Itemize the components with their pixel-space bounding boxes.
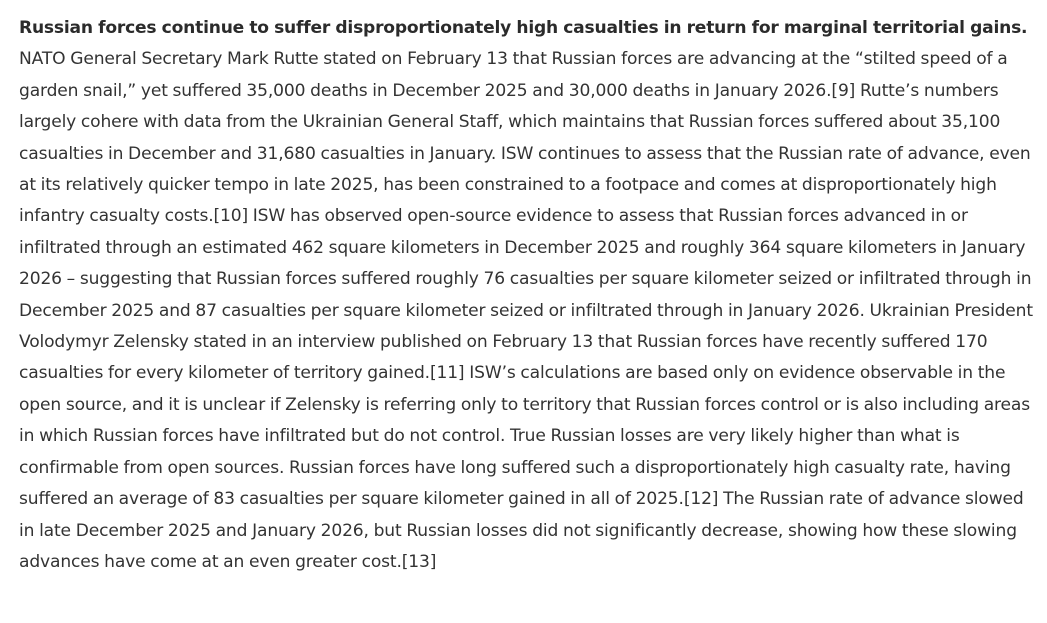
citation-12: [12]	[683, 489, 719, 510]
body-text: NATO General Secretary Mark Rutte stated on February 13 that Russian forces are advancing at the “stilted speed of a garden snail,” yet suffered 35,000 deaths in December 2025 and 30,000 deaths in January 2026.	[19, 49, 1008, 101]
paragraph-headline: Russian forces continue to suffer disproportionately high casualties in return for marginal territorial gains.	[19, 18, 1028, 38]
article-paragraph	[19, 13, 1037, 578]
citation-13: [13]	[401, 551, 437, 572]
citation-9: [9]	[831, 80, 856, 101]
body-text: Rutte’s numbers largely cohere with data from the Ukrainian General Staff, which maintains that Russian forces suffered about 35,100 casualties in December and 31,680 casualties in January. ISW continues to assess that the Russian rate of advance, even at its relatively quicker tempo in late 2025, has been constrained to a footpace and comes at disproportionately high infantry casualty costs.	[19, 80, 1031, 227]
article-body	[19, 13, 1037, 578]
citation-11: [11]	[429, 363, 465, 384]
body-text: ISW has observed open-source evidence to assess that Russian forces advanced in or infiltrated through an estimated 462 square kilometers in December 2025 and roughly 364 square kilometers in January 2026 – suggesting that Russian forces suffered roughly 76 casualties per square kilometer seized or infiltrated through in December 2025 and 87 casualties per square kilometer seized or infiltrated through in January 2026. Ukrainian President Volodymyr Zelensky stated in an interview published on February 13 that Russian forces have recently suffered 170 casualties for every kilometer of territory gained.	[19, 206, 1033, 384]
body-text: The Russian rate of advance slowed in late December 2025 and January 2026, but Russian losses did not significantly decrease, showing how these slowing advances have come at an even greater cost.	[19, 489, 1024, 572]
body-text: ISW’s calculations are based only on evidence observable in the open source, and it is unclear if Zelensky is referring only to territory that Russian forces control or is also including areas in which Russian forces have infiltrated but do not control. True Russian losses are very likely higher than what is confirmable from open sources. Russian forces have long suffered such a disproportionately high casualty rate, having suffered an average of 83 casualties per square kilometer gained in all of 2025.	[19, 363, 1030, 510]
citation-10: [10]	[213, 206, 248, 227]
